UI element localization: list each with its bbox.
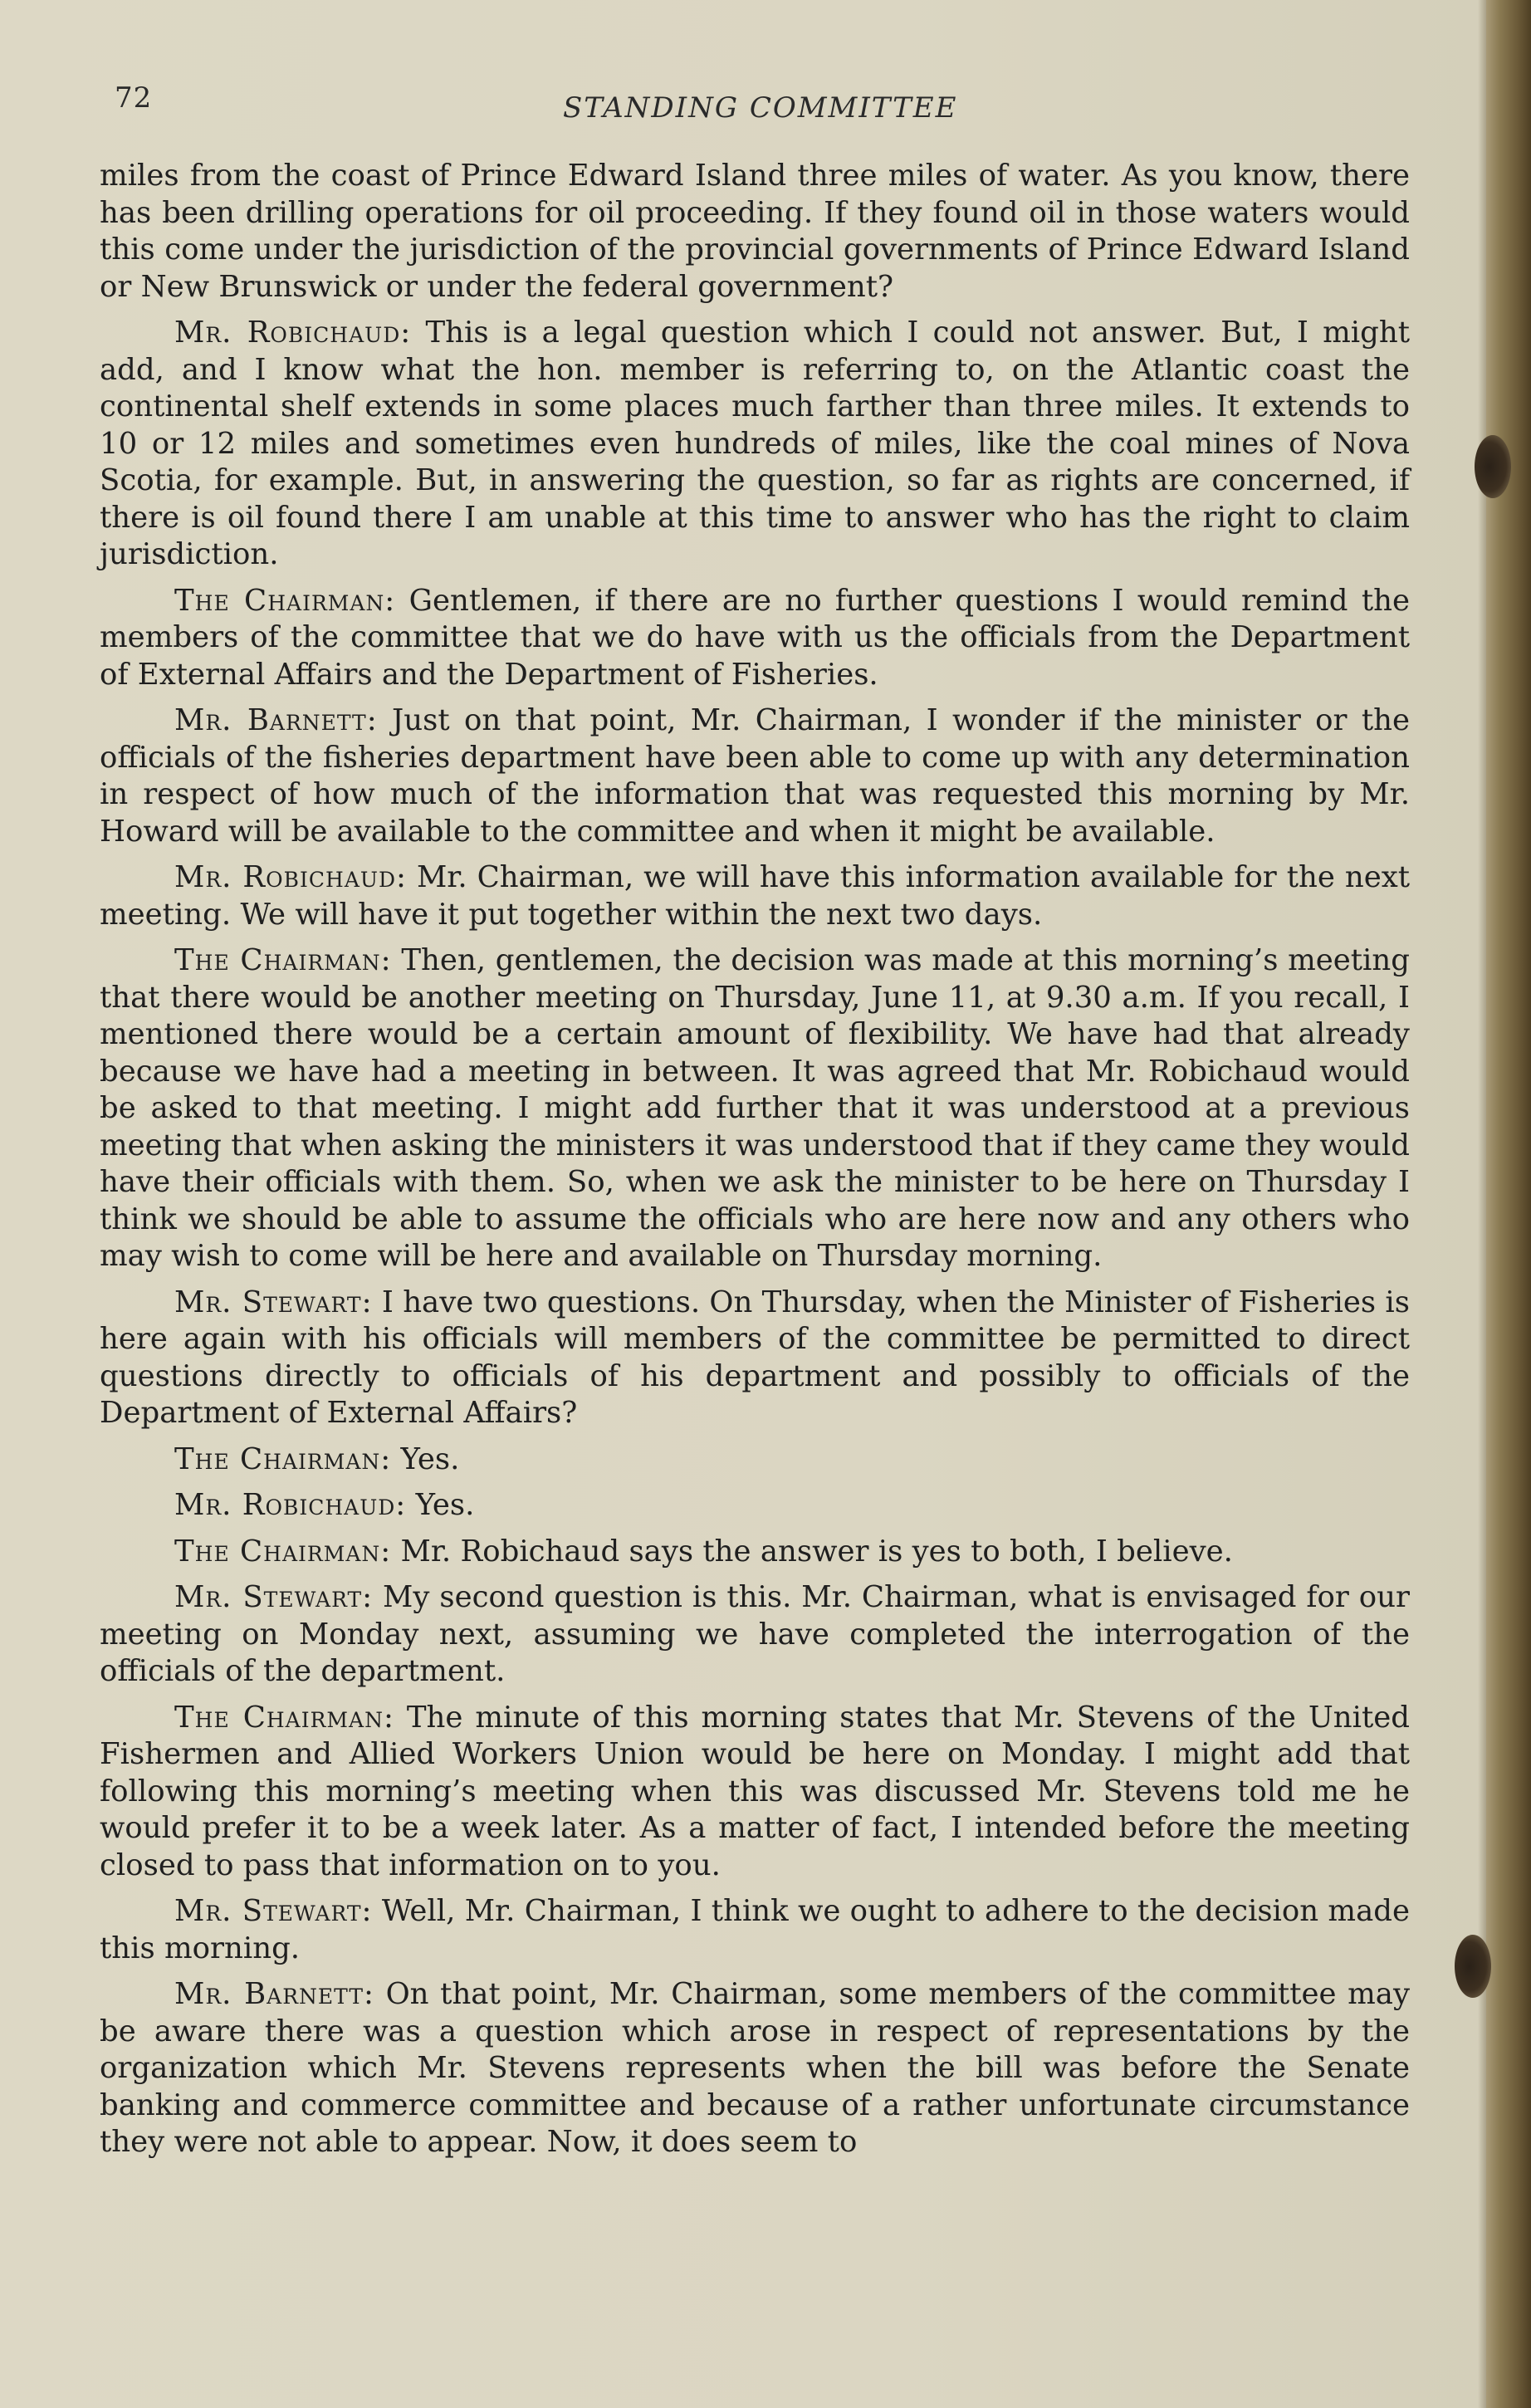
binding-hole [1455, 1935, 1491, 1998]
body-text [100, 158, 1410, 2171]
paragraph-text: Then, gentlemen, the decision was made at this morning’s meeting that there would be another meeting on Thursday, June 11, at 9.30 a.m. If you recall, I mentioned there would be a certain amount of flexibility. We have had that already because we have had a meeting in between. It was agreed that Mr. Robichaud would be asked to that meeting. I might add further that it was understood at a previous meeting that when asking the ministers it was understood that if they came they would have their officials with them. So, when we ask the minister to be here on Thursday I think we should be able to assume the officials who are here now and any others who may wish to come will be here and available on Thursday morning. [100, 943, 1410, 1273]
speaker-label: The Chairman: [174, 1534, 392, 1569]
paragraph [100, 1285, 1410, 1432]
paragraph-text: Yes. [406, 1488, 475, 1522]
page-gutter-shadow [1478, 0, 1486, 2408]
paragraph [100, 1441, 1410, 1479]
paragraph [100, 859, 1410, 933]
running-head: STANDING COMMITTEE [563, 91, 958, 125]
paragraph [100, 942, 1410, 1275]
speaker-label: The Chairman: [174, 1700, 394, 1735]
paragraph-text: This is a legal question which I could not answer. But, I might add, and I know what the hon. member is referring to, on the Atlantic coast the continental shelf extends in some places much farther than three miles. It extends to 10 or 12 miles and sometimes even hundreds of miles, like the coal mines of Nova Scotia, for example. But, in answering the question, so far as rights are concerned, if there is oil found there I am unable at this time to answer who has the right to claim jurisdiction. [100, 316, 1410, 571]
page-number: 72 [115, 81, 153, 115]
speaker-label: The Chairman: [174, 1441, 392, 1476]
speaker-label: Mr. Stewart: [174, 1580, 374, 1614]
speaker-label: Mr. Stewart: [174, 1894, 373, 1928]
paragraph-text: On that point, Mr. Chairman, some members of the committee may be aware there was a question which arose in respect of representations by the organization which Mr. Stevens represents when the bill was before the Senate banking and commerce committee and because of a rather unfortunate circumstance they were not able to appear. Now, it does seem to [100, 1977, 1410, 2159]
paragraph [100, 583, 1410, 694]
paragraph-text: Yes. [391, 1441, 460, 1476]
speaker-label: Mr. Stewart: [174, 1285, 373, 1319]
paragraph-text: Gentlemen, if there are no further questions I would remind the members of the committee that we do have with us the officials from the Department of External Affairs and the Department of Fisheries. [100, 583, 1410, 692]
paragraph-text: miles from the coast of Prince Edward Island three miles of water. As you know, there has been drilling operations for oil proceeding. If they found oil in those waters would this come under the jurisdiction of the provincial governments of Prince Edward Island or New Brunswick or under the federal government? [100, 159, 1410, 304]
paragraph [100, 1976, 1410, 2161]
speaker-label: Mr. Barnett: [174, 1977, 374, 2011]
binding-hole [1475, 435, 1511, 498]
speaker-label: Mr. Barnett: [174, 703, 378, 737]
paragraph-text: The minute of this morning states that Mr. Stevens of the United Fishermen and Allied Workers Union would be here on Monday. I might add that following this morning’s meeting when this was discussed Mr. Stevens told me he would prefer it to be a week later. As a matter of fact, I intended before the meeting closed to pass that information on to you. [100, 1700, 1411, 1882]
speaker-label: Mr. Robichaud: [174, 1488, 407, 1522]
paragraph [100, 1534, 1410, 1571]
paragraph-text: My second question is this. Mr. Chairman, what is envisaged for our meeting on Monday next, assuming we have completed the interrogation of the officials of the department. [100, 1580, 1410, 1688]
paragraph-text: I have two questions. On Thursday, when the Minister of Fisheries is here again with his officials will members of the committee be permitted to direct questions directly to officials of his department and possibly to officials of the Department of External Affairs? [100, 1285, 1411, 1430]
speaker-label: Mr. Robichaud: [174, 860, 407, 894]
paragraph [100, 1579, 1410, 1691]
paragraph [100, 158, 1410, 306]
paragraph [100, 702, 1410, 850]
book-spine [1486, 0, 1531, 2408]
paragraph [100, 1487, 1410, 1525]
paragraph-text: Just on that point, Mr. Chairman, I wonder if the minister or the officials of the fisheries department have been able to come up with any determination in respect of how much of the information that was requested this morning by Mr. Howard will be available to the committee and when it might be available. [100, 703, 1410, 849]
paragraph [100, 1893, 1410, 1967]
paragraph [100, 315, 1410, 574]
paragraph-text: Mr. Chairman, we will have this information available for the next meeting. We will have it put together within the next two days. [100, 860, 1410, 932]
paragraph-text: Well, Mr. Chairman, I think we ought to adhere to the decision made this morning. [100, 1894, 1410, 1965]
paragraph-text: Mr. Robichaud says the answer is yes to both, I believe. [391, 1534, 1233, 1569]
paragraph [100, 1700, 1410, 1885]
speaker-label: The Chairman: [174, 583, 396, 618]
speaker-label: The Chairman: [174, 943, 392, 977]
speaker-label: Mr. Robichaud: [174, 316, 412, 350]
